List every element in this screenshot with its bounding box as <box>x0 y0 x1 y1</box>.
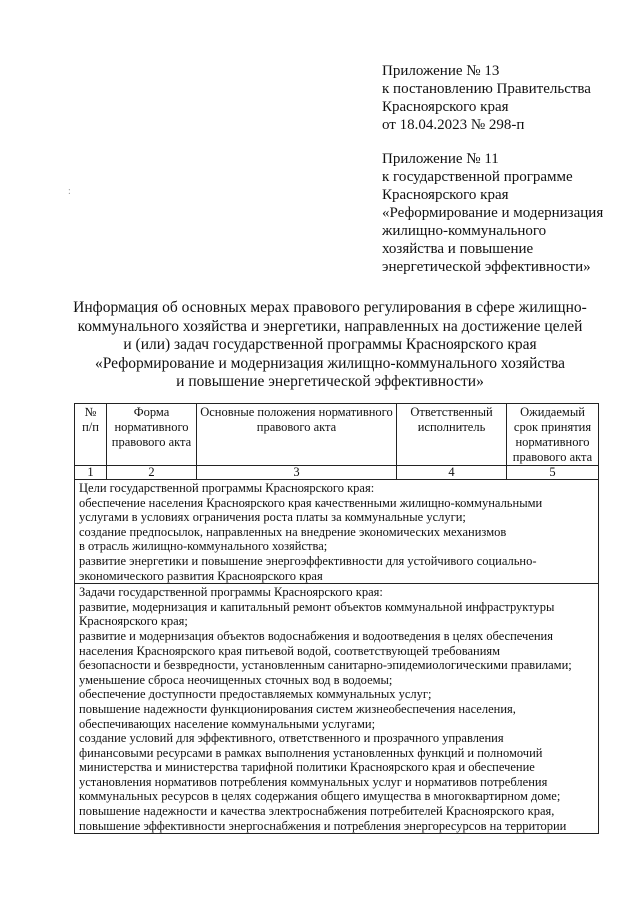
text-line: создание условий для эффективного, ответственного и прозрачного управления <box>79 731 504 746</box>
title-line: Информация об основных мерах правового регулирования в сфере жилищно- <box>73 299 587 316</box>
appendix-line: к постановлению Правительства <box>382 81 591 97</box>
col-header-executor: Ответственный исполнитель <box>397 404 507 466</box>
text-line: экономического развития Красноярского края <box>79 568 323 583</box>
document-title <box>60 299 600 392</box>
text-line: коммунальных ресурсов в целях содержания общего имущества в многоквартирном доме; <box>79 789 561 804</box>
col-header-provisions: Основные положения нормативного правового акта <box>197 404 397 466</box>
appendix-line: Приложение № 13 <box>382 63 500 79</box>
appendix-line: Приложение № 11 <box>382 151 499 167</box>
text-line: Задачи государственной программы Красноярского края: <box>79 585 383 600</box>
text-line: финансовыми ресурсами в рамках выполнения установленных функций и полномочий <box>79 745 543 760</box>
appendix-line: хозяйства и повышение <box>382 241 534 257</box>
appendix-line: к государственной программе <box>382 169 573 185</box>
tasks-row <box>75 584 599 834</box>
text-line: создание предпосылок, направленных на внедрение экономических механизмов <box>79 524 507 539</box>
table-header-row <box>75 404 599 466</box>
column-number: 4 <box>397 466 507 480</box>
text-line: Красноярского края; <box>79 614 188 629</box>
goals-cell <box>75 480 599 584</box>
text-line: повышение эффективности энергоснабжения и потребления энергоресурсов на территории <box>79 818 567 833</box>
appendix-13-block <box>382 62 591 134</box>
text-line: Цели государственной программы Красноярского края: <box>79 481 375 495</box>
column-number-row <box>75 466 599 480</box>
goals-row <box>75 480 599 584</box>
title-line: коммунального хозяйства и энергетики, направленных на достижение целей <box>77 317 583 335</box>
text-line: уменьшение сброса неочищенных сточных вод в водоемы; <box>79 672 393 687</box>
text-line: развитие, модернизация и капитальный ремонт объектов коммунальной инфраструктуры <box>79 599 555 614</box>
tasks-cell <box>75 584 599 834</box>
appendix-11-block <box>382 150 603 276</box>
appendix-line: энергетической эффективности» <box>382 259 591 275</box>
appendix-line: Красноярского края <box>382 99 509 115</box>
text-line: установления нормативов потребления коммунальных услуг и нормативов потребления <box>79 774 548 789</box>
margin-mark: : <box>68 186 71 197</box>
column-number: 3 <box>197 466 397 480</box>
text-line: повышение надежности функционирования систем жизнеобеспечения населения, <box>79 701 516 716</box>
title-line: «Реформирование и модернизация жилищно-коммунального хозяйства <box>94 354 566 372</box>
text-line: развитие энергетики и повышение энергоэффективности для устойчивого социально- <box>79 553 537 568</box>
title-line: и повышение энергетической эффективности» <box>176 373 484 390</box>
text-line: услугами в условиях ограничения роста платы за коммунальные услуги; <box>79 510 466 525</box>
text-line: безопасности и безвредности, установленным санитарно-эпидемиологическими правилами; <box>79 658 572 673</box>
measures-table <box>74 403 599 834</box>
column-number: 1 <box>75 466 107 480</box>
text-line: обеспечение населения Красноярского края качественными жилищно-коммунальными <box>79 495 543 510</box>
appendix-line: жилищно-коммунального <box>382 223 547 239</box>
text-line: обеспечение доступности предоставляемых коммунальных услуг; <box>79 687 432 702</box>
col-header-form: Форма нормативного правового акта <box>107 404 197 466</box>
appendix-line: «Реформирование и модернизация <box>382 205 604 221</box>
title-line: и (или) задач государственной программы Красноярского края <box>123 336 537 353</box>
column-number: 2 <box>107 466 197 480</box>
column-number: 5 <box>507 466 599 480</box>
col-header-number: № п/п <box>75 404 107 466</box>
text-line: развитие и модернизация объектов водоснабжения и водоотведения в целях обеспечения <box>79 628 553 643</box>
text-line: обеспечивающих население коммунальными услугами; <box>79 716 376 731</box>
text-line: повышение надежности и качества электроснабжения потребителей Красноярского края, <box>79 804 555 819</box>
text-line: в отрасль жилищно-коммунального хозяйства; <box>79 539 328 554</box>
appendix-line: от 18.04.2023 № 298-п <box>382 117 525 133</box>
appendix-line: Красноярского края <box>382 187 509 203</box>
text-line: министерства и министерства тарифной политики Красноярского края и обеспечение <box>79 760 535 775</box>
text-line: населения Красноярского края питьевой водой, соответствующей требованиям <box>79 643 501 658</box>
col-header-deadline: Ожидаемый срок принятия нормативного правового акта <box>507 404 599 466</box>
